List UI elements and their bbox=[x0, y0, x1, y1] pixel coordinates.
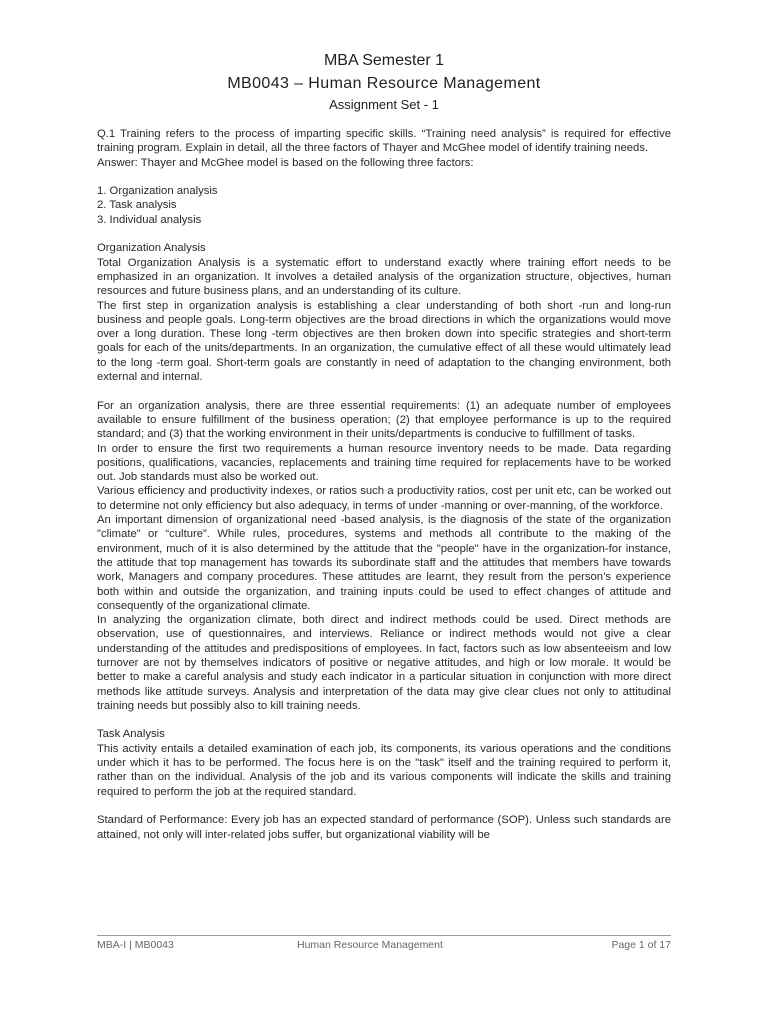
paragraph: Total Organization Analysis is a systematic effort to understand exactly where training effort needs to be emphasized in an organization. It involves a detailed analysis of the organization structure, objectives, human resources and future business plans, and an understanding of its culture. bbox=[97, 256, 671, 298]
answer-intro: Answer: Thayer and McGhee model is based on the following three factors: bbox=[97, 156, 474, 169]
list-item: 2. Task analysis bbox=[97, 199, 177, 212]
section-heading-task: Task Analysis bbox=[97, 728, 165, 741]
list-item: 1. Organization analysis bbox=[97, 185, 218, 198]
section-heading-organization: Organization Analysis bbox=[97, 242, 206, 255]
footer-course-code: MBA-I | MB0043 bbox=[97, 939, 174, 951]
paragraph: In order to ensure the first two requirements a human resource inventory needs to be made. Data regarding positions, qualifications, vacancies, replacements and training time required for replacements have to be worked out. Job standards must also be worked out. bbox=[97, 442, 671, 484]
course-title: MB0043 – Human Resource Management bbox=[227, 75, 541, 92]
document-header bbox=[0, 50, 768, 115]
paragraph: This activity entails a detailed examination of each job, its components, its various operations and the conditions under which it has to be performed. The focus here is on the "task" itself and the training required to perform it, rather than on the individual. Analysis of the job and its various components will indicate the skills and training required to perform the job at the required standard. bbox=[97, 742, 671, 798]
footer-subject: Human Resource Management bbox=[297, 939, 443, 951]
paragraph: An important dimension of organizational need -based analysis, is the diagnosis of the state of the organization "climate" or “culture”. While rules, procedures, systems and methods all contribute to the making of the environment, much of it is also determined by the attitude that the "people" have in the organization-for instance, the attitude that top management has towards its subordinate staff and the attitudes that members have towards work, Managers and company procedures. These attitudes are learnt, they result from the person’s experience both within and outside the organization, and training inputs could be used to effect changes of attitude and consequently of the organizational climate. bbox=[97, 514, 671, 612]
paragraph: For an organization analysis, there are three essential requirements: (1) an adequate number of employees available to ensure fulfillment of the business operation; (2) that employee performance is up to the required standard; and (3) that the working environment in their units/departments is conducive to fulfillment of tasks. bbox=[97, 399, 671, 441]
spacer bbox=[97, 713, 671, 727]
paragraph: Standard of Performance: Every job has an expected standard of performance (SOP). Unless such standards are attained, not only will inter-related jobs suffer, but organizational viability will be bbox=[97, 814, 671, 841]
spacer bbox=[97, 170, 671, 184]
spacer bbox=[97, 227, 671, 241]
list-item: 3. Individual analysis bbox=[97, 213, 202, 226]
footer-page-number: Page 1 of 17 bbox=[611, 939, 671, 951]
factors-list bbox=[97, 184, 671, 227]
document-body bbox=[97, 127, 671, 842]
paragraph: Various efficiency and productivity indexes, or ratios such a productivity ratios, cost per unit etc, can be worked out to determine not only efficiency but also adequacy, in terms of under -manning or over-manning, of the workforce. bbox=[97, 485, 671, 512]
assignment-subtitle: Assignment Set - 1 bbox=[329, 97, 439, 112]
paragraph: In analyzing the organization climate, both direct and indirect methods could be used. Direct methods are observation, use of questionnaires, and interviews. Reliance or indirect methods would not give a clear understanding of the attitudes and predispositions of employees. In fact, factors such as low absenteeism and low turnover are not by themselves indicators of positive or negative attitudes, and high or low morale. It would be better to make a careful analysis and study each indicator in a particular situation in conjunction with more direct methods like attitude surveys. Analysis and interpretation of the data may give clear clues not only to attitudinal training needs but possibly also to kill training needs. bbox=[97, 614, 671, 712]
semester-title: MBA Semester 1 bbox=[323, 52, 445, 69]
document-footer bbox=[97, 935, 671, 955]
spacer bbox=[97, 384, 671, 398]
spacer bbox=[97, 799, 671, 813]
question-paragraph: Q.1 Training refers to the process of imparting specific skills. “Training need analysis” is required for effective training program. Explain in detail, all the three factors of Thayer and McGhee model of identify training needs. bbox=[97, 128, 671, 155]
paragraph: The first step in organization analysis is establishing a clear understanding of both short -run and long-run business and people goals. Long-term objectives are the broad directions in which the organizations would move over a long duration. These long -term objectives are then broken down into specific strategies and short-term goals for each of the units/departments. In an organization, the cumulative effect of all these would ultimately lead to the long -term goal. Short-term goals are constantly in need of adaptation to the changing environment, both external and internal. bbox=[97, 299, 671, 384]
